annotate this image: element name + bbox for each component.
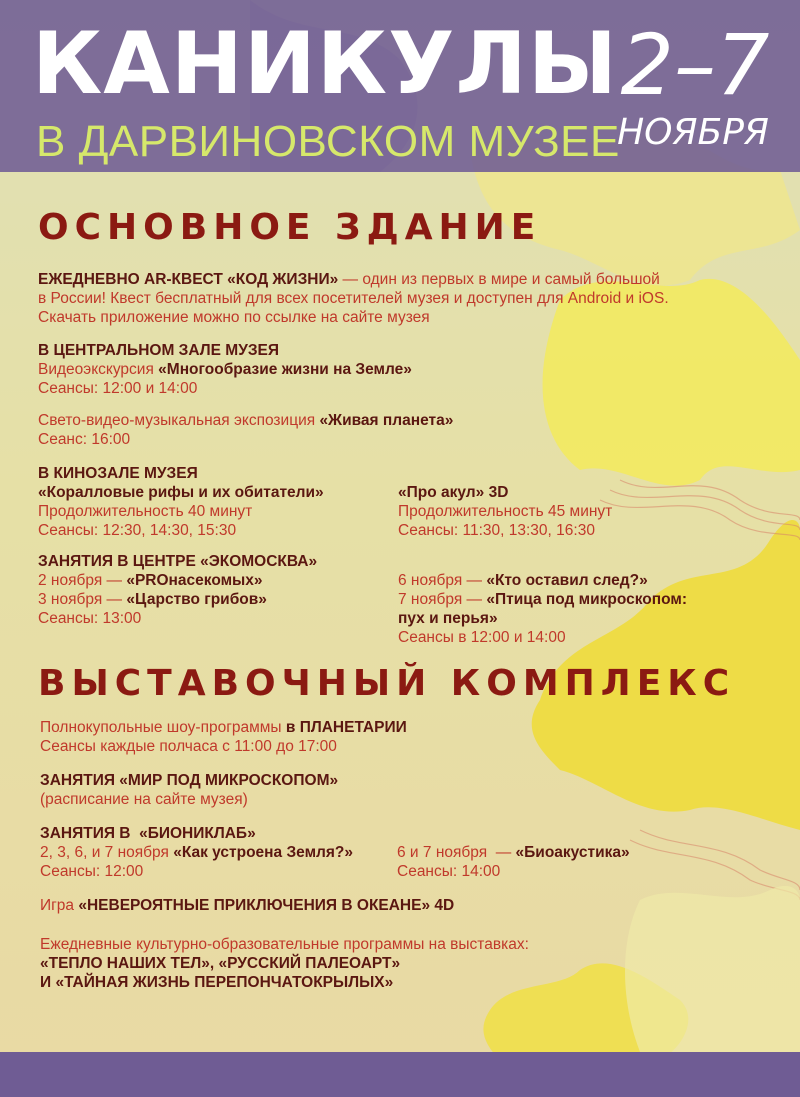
bionic-left-sessions: Сеансы: 12:00: [40, 863, 144, 880]
bionic-heading: ЗАНЯТИЯ В «БИОНИКЛАБ»: [40, 825, 256, 842]
microscope-heading: ЗАНЯТИЯ «МИР ПОД МИКРОСКОПОМ»: [40, 772, 339, 789]
eco-item-2-name: «Царство грибов»: [126, 591, 267, 608]
central-hall-block: [38, 341, 538, 398]
planetarium-prefix: Полнокупольные шоу-программы: [40, 719, 286, 736]
eco-item-3-name: «Кто оставил след?»: [486, 572, 648, 589]
cinema-heading: В КИНОЗАЛЕ МУЗЕЯ: [38, 465, 198, 482]
bionic-left-block: [40, 824, 400, 881]
planetarium-connector: в: [285, 719, 300, 736]
cinema-film-2-block: [398, 483, 738, 540]
eco-dash-4: —: [462, 591, 487, 608]
eco-dash-2: —: [102, 591, 127, 608]
bionic-right-dash: —: [487, 844, 516, 861]
section-exhibition-title: ВЫСТАВОЧНЫЙ КОМПЛЕКС: [38, 663, 736, 704]
microscope-block: [40, 771, 560, 809]
ecomoscow-left-block: [38, 552, 378, 628]
bionic-right-block: [397, 843, 757, 881]
film-2-name: «Про акул» 3D: [398, 484, 509, 501]
ecomoscow-heading: ЗАНЯТИЯ В ЦЕНТРЕ «ЭКОМОСКВА»: [38, 553, 318, 570]
ar-quest-lead: ЕЖЕДНЕВНО AR-КВЕСТ «КОД ЖИЗНИ»: [38, 271, 339, 288]
expo-prefix: Свето-видео-музыкальная экспозиция: [38, 412, 320, 429]
eco-item-1-name: «PROнасекомых»: [126, 572, 263, 589]
tour-prefix: Видеоэкскурсия: [38, 361, 159, 378]
eco-item-2-date: 3 ноября: [38, 591, 103, 608]
eco-item-3-date: 6 ноября: [398, 572, 463, 589]
microscope-note: (расписание на сайте музея): [40, 791, 248, 808]
planetarium-sessions: Сеансы каждые полчаса с 11:00 до 17:00: [40, 738, 337, 755]
event-month: НОЯБРЯ: [617, 112, 769, 153]
eco-dash-1: —: [102, 572, 127, 589]
expo-name: «Живая планета»: [319, 412, 454, 429]
film-1-duration: Продолжительность 40 минут: [38, 503, 253, 520]
bionic-left-dates: 2, 3, 6, и 7 ноября: [40, 844, 174, 861]
tour-name: «Многообразие жизни на Земле»: [158, 361, 412, 378]
programs-intro: Ежедневные культурно-образовательные программы на выставках:: [40, 936, 529, 953]
central-hall-heading: В ЦЕНТРАЛЬНОМ ЗАЛЕ МУЗЕЯ: [38, 342, 280, 359]
tour-sessions: Сеансы: 12:00 и 14:00: [38, 380, 198, 397]
game-prefix: Игра: [40, 897, 79, 914]
film-2-sessions: Сеансы: 11:30, 13:30, 16:30: [398, 522, 595, 539]
ar-quest-text-2: в России! Квест бесплатный для всех посетителей музея и доступен для Android и iOS.: [38, 290, 669, 307]
eco-item-4-name-2: пух и перья»: [398, 610, 498, 627]
eco-left-sessions: Сеансы: 13:00: [38, 610, 142, 627]
bionic-left-name: «Как устроена Земля?»: [173, 844, 354, 861]
film-1-sessions: Сеансы: 12:30, 14:30, 15:30: [38, 522, 237, 539]
poster-title: КАНИКУЛЫ: [32, 14, 618, 114]
ar-quest-text-3: Скачать приложение можно по ссылке на сайте музея: [38, 309, 430, 326]
ocean-game-block: [40, 896, 600, 915]
ecomoscow-right-block: [398, 571, 758, 647]
bionic-right-sessions: Сеансы: 14:00: [397, 863, 501, 880]
ar-quest-block: [38, 270, 778, 327]
living-planet-block: [38, 411, 558, 449]
eco-item-4-name-1: «Птица под микроскопом:: [486, 591, 688, 608]
cinema-film-1-block: [38, 464, 378, 540]
eco-item-4-date: 7 ноября: [398, 591, 463, 608]
eco-right-sessions: Сеансы в 12:00 и 14:00: [398, 629, 566, 646]
planetarium-place: ПЛАНЕТАРИИ: [299, 719, 407, 736]
eco-item-1-date: 2 ноября: [38, 572, 103, 589]
event-dates: 2–7: [620, 16, 770, 114]
footer-band: [0, 1052, 800, 1097]
planetarium-block: [40, 718, 560, 756]
film-1-name: «Коралловые рифы и их обитатели»: [38, 484, 324, 501]
programs-line-3: И «ТАЙНАЯ ЖИЗНЬ ПЕРЕПОНЧАТОКРЫЛЫХ»: [40, 974, 394, 991]
poster-subtitle: В ДАРВИНОВСКОМ МУЗЕЕ: [36, 117, 620, 166]
section-main-building-title: ОСНОВНОЕ ЗДАНИЕ: [38, 207, 542, 248]
programs-block: [40, 935, 660, 992]
eco-dash-3: —: [462, 572, 487, 589]
film-2-duration: Продолжительность 45 минут: [398, 503, 613, 520]
game-name: «НЕВЕРОЯТНЫЕ ПРИКЛЮЧЕНИЯ В ОКЕАНЕ» 4D: [78, 897, 455, 914]
bionic-right-dates: 6 и 7 ноября: [397, 844, 488, 861]
ar-quest-text-1: — один из первых в мире и самый большой: [338, 271, 660, 288]
programs-line-2: «ТЕПЛО НАШИХ ТЕЛ», «РУССКИЙ ПАЛЕОАРТ»: [40, 955, 401, 972]
expo-session: Сеанс: 16:00: [38, 431, 131, 448]
bionic-right-name: «Биоакустика»: [515, 844, 630, 861]
